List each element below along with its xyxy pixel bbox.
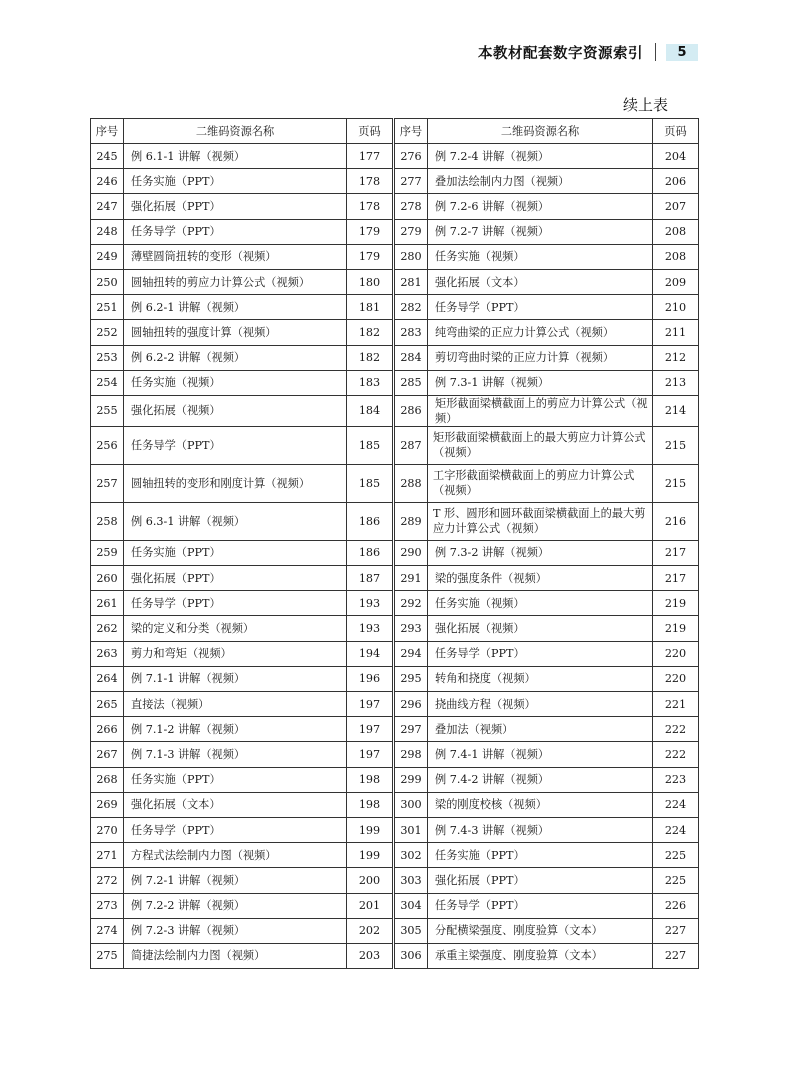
cell-resource-name-right: 纯弯曲梁的正应力计算公式（视频） bbox=[428, 320, 653, 345]
cell-number-right: 286 bbox=[394, 395, 428, 426]
cell-number-right: 304 bbox=[394, 893, 428, 918]
running-header-title: 本教材配套数字资源索引 bbox=[478, 45, 643, 62]
cell-page-left: 184 bbox=[347, 395, 394, 426]
cell-page-left: 194 bbox=[347, 641, 394, 666]
cell-page-left: 178 bbox=[347, 169, 394, 194]
cell-page-right: 223 bbox=[653, 767, 699, 792]
cell-resource-name-right: 矩形截面梁横截面上的剪应力计算公式（视频） bbox=[428, 395, 653, 426]
cell-number-right: 291 bbox=[394, 566, 428, 591]
cell-page-right: 225 bbox=[653, 868, 699, 893]
page-number: 5 bbox=[666, 44, 698, 61]
cell-resource-name-left: 例 7.2-1 讲解（视频） bbox=[124, 868, 347, 893]
cell-page-left: 179 bbox=[347, 219, 394, 244]
cell-page-right: 225 bbox=[653, 843, 699, 868]
table-row bbox=[91, 666, 699, 691]
cell-number-right: 293 bbox=[394, 616, 428, 641]
cell-number-right: 287 bbox=[394, 426, 428, 464]
table-body bbox=[91, 144, 699, 969]
cell-page-right: 220 bbox=[653, 666, 699, 691]
cell-number-left: 256 bbox=[91, 426, 124, 464]
cell-resource-name-right: 强化拓展（文本） bbox=[428, 269, 653, 294]
header-no-right: 序号 bbox=[394, 119, 428, 144]
cell-number-left: 273 bbox=[91, 893, 124, 918]
table-row bbox=[91, 692, 699, 717]
cell-resource-name-left: 任务实施（PPT） bbox=[124, 767, 347, 792]
cell-page-left: 197 bbox=[347, 692, 394, 717]
cell-page-right: 215 bbox=[653, 426, 699, 464]
cell-number-left: 245 bbox=[91, 144, 124, 169]
cell-page-right: 220 bbox=[653, 641, 699, 666]
cell-page-right: 210 bbox=[653, 295, 699, 320]
table-row bbox=[91, 943, 699, 968]
table-row bbox=[91, 868, 699, 893]
cell-number-right: 280 bbox=[394, 244, 428, 269]
cell-page-left: 186 bbox=[347, 502, 394, 540]
cell-number-right: 299 bbox=[394, 767, 428, 792]
cell-number-right: 288 bbox=[394, 464, 428, 502]
header-no-left: 序号 bbox=[91, 119, 124, 144]
table-header-row bbox=[91, 119, 699, 144]
table-row bbox=[91, 345, 699, 370]
cell-resource-name-right: 例 7.3-2 讲解（视频） bbox=[428, 540, 653, 565]
cell-number-right: 281 bbox=[394, 269, 428, 294]
cell-number-left: 248 bbox=[91, 219, 124, 244]
cell-page-right: 222 bbox=[653, 742, 699, 767]
cell-number-right: 283 bbox=[394, 320, 428, 345]
cell-resource-name-right: 剪切弯曲时梁的正应力计算（视频） bbox=[428, 345, 653, 370]
cell-resource-name-right: 任务导学（PPT） bbox=[428, 295, 653, 320]
cell-resource-name-left: 例 6.2-1 讲解（视频） bbox=[124, 295, 347, 320]
cell-page-left: 182 bbox=[347, 345, 394, 370]
cell-number-left: 268 bbox=[91, 767, 124, 792]
cell-number-left: 249 bbox=[91, 244, 124, 269]
cell-page-right: 207 bbox=[653, 194, 699, 219]
table-row bbox=[91, 893, 699, 918]
cell-page-left: 203 bbox=[347, 943, 394, 968]
cell-page-left: 199 bbox=[347, 843, 394, 868]
cell-resource-name-right: 矩形截面梁横截面上的最大剪应力计算公式（视频） bbox=[428, 426, 653, 464]
table-row bbox=[91, 395, 699, 426]
cell-number-right: 303 bbox=[394, 868, 428, 893]
cell-resource-name-left: 例 7.1-3 讲解（视频） bbox=[124, 742, 347, 767]
cell-resource-name-right: 叠加法（视频） bbox=[428, 717, 653, 742]
cell-resource-name-right: 任务导学（PPT） bbox=[428, 893, 653, 918]
cell-page-right: 226 bbox=[653, 893, 699, 918]
cell-resource-name-left: 剪力和弯矩（视频） bbox=[124, 641, 347, 666]
cell-number-left: 275 bbox=[91, 943, 124, 968]
cell-number-right: 284 bbox=[394, 345, 428, 370]
cell-resource-name-left: 任务实施（PPT） bbox=[124, 540, 347, 565]
cell-number-left: 253 bbox=[91, 345, 124, 370]
cell-number-left: 261 bbox=[91, 591, 124, 616]
cell-page-right: 208 bbox=[653, 244, 699, 269]
cell-resource-name-right: 例 7.4-2 讲解（视频） bbox=[428, 767, 653, 792]
cell-resource-name-left: 例 6.3-1 讲解（视频） bbox=[124, 502, 347, 540]
cell-resource-name-left: 任务导学（PPT） bbox=[124, 591, 347, 616]
cell-resource-name-right: 分配横梁强度、刚度验算（文本） bbox=[428, 918, 653, 943]
table-row bbox=[91, 742, 699, 767]
cell-number-left: 266 bbox=[91, 717, 124, 742]
cell-number-left: 267 bbox=[91, 742, 124, 767]
cell-page-left: 198 bbox=[347, 767, 394, 792]
table-row bbox=[91, 843, 699, 868]
cell-resource-name-right: 任务实施（视频） bbox=[428, 244, 653, 269]
cell-page-left: 197 bbox=[347, 742, 394, 767]
cell-number-left: 250 bbox=[91, 269, 124, 294]
cell-page-left: 201 bbox=[347, 893, 394, 918]
cell-page-left: 183 bbox=[347, 370, 394, 395]
cell-number-left: 271 bbox=[91, 843, 124, 868]
cell-resource-name-right: 例 7.4-3 讲解（视频） bbox=[428, 817, 653, 842]
table-row bbox=[91, 144, 699, 169]
header-name-right: 二维码资源名称 bbox=[428, 119, 653, 144]
cell-page-right: 208 bbox=[653, 219, 699, 244]
cell-resource-name-right: 转角和挠度（视频） bbox=[428, 666, 653, 691]
header-page-left: 页码 bbox=[347, 119, 394, 144]
cell-resource-name-right: 任务导学（PPT） bbox=[428, 641, 653, 666]
cell-resource-name-left: 例 7.2-3 讲解（视频） bbox=[124, 918, 347, 943]
cell-page-right: 204 bbox=[653, 144, 699, 169]
cell-resource-name-left: 任务导学（PPT） bbox=[124, 219, 347, 244]
cell-number-left: 251 bbox=[91, 295, 124, 320]
cell-page-left: 185 bbox=[347, 464, 394, 502]
cell-resource-name-left: 方程式法绘制内力图（视频） bbox=[124, 843, 347, 868]
cell-page-right: 209 bbox=[653, 269, 699, 294]
cell-number-left: 262 bbox=[91, 616, 124, 641]
cell-number-right: 277 bbox=[394, 169, 428, 194]
cell-resource-name-right: 梁的刚度校核（视频） bbox=[428, 792, 653, 817]
cell-number-right: 297 bbox=[394, 717, 428, 742]
cell-resource-name-right: 例 7.3-1 讲解（视频） bbox=[428, 370, 653, 395]
table-row bbox=[91, 540, 699, 565]
table-row bbox=[91, 370, 699, 395]
resource-index-table bbox=[90, 118, 699, 969]
cell-number-left: 255 bbox=[91, 395, 124, 426]
cell-page-right: 224 bbox=[653, 817, 699, 842]
table-row bbox=[91, 616, 699, 641]
cell-number-right: 306 bbox=[394, 943, 428, 968]
resource-index-table-wrap bbox=[90, 118, 698, 969]
cell-resource-name-right: 例 7.2-4 讲解（视频） bbox=[428, 144, 653, 169]
table-row bbox=[91, 295, 699, 320]
cell-page-left: 199 bbox=[347, 817, 394, 842]
running-header bbox=[478, 42, 698, 62]
cell-resource-name-left: 例 7.1-1 讲解（视频） bbox=[124, 666, 347, 691]
cell-resource-name-left: 任务实施（PPT） bbox=[124, 169, 347, 194]
cell-resource-name-left: 圆轴扭转的变形和刚度计算（视频） bbox=[124, 464, 347, 502]
cell-page-left: 179 bbox=[347, 244, 394, 269]
cell-resource-name-left: 任务实施（视频） bbox=[124, 370, 347, 395]
cell-number-left: 252 bbox=[91, 320, 124, 345]
cell-resource-name-left: 简捷法绘制内力图（视频） bbox=[124, 943, 347, 968]
cell-number-right: 285 bbox=[394, 370, 428, 395]
cell-resource-name-left: 强化拓展（视频） bbox=[124, 395, 347, 426]
cell-resource-name-right: T 形、圆形和圆环截面梁横截面上的最大剪应力计算公式（视频） bbox=[428, 502, 653, 540]
table-row bbox=[91, 641, 699, 666]
cell-number-left: 263 bbox=[91, 641, 124, 666]
header-page-right: 页码 bbox=[653, 119, 699, 144]
cell-number-right: 302 bbox=[394, 843, 428, 868]
cell-page-left: 193 bbox=[347, 591, 394, 616]
continued-label: 续上表 bbox=[622, 96, 668, 114]
table-row bbox=[91, 219, 699, 244]
table-row bbox=[91, 502, 699, 540]
cell-page-left: 193 bbox=[347, 616, 394, 641]
cell-page-right: 219 bbox=[653, 616, 699, 641]
cell-resource-name-left: 圆轴扭转的剪应力计算公式（视频） bbox=[124, 269, 347, 294]
cell-page-right: 224 bbox=[653, 792, 699, 817]
cell-page-left: 185 bbox=[347, 426, 394, 464]
cell-number-left: 260 bbox=[91, 566, 124, 591]
cell-resource-name-left: 薄壁圆筒扭转的变形（视频） bbox=[124, 244, 347, 269]
cell-page-right: 227 bbox=[653, 918, 699, 943]
cell-number-left: 274 bbox=[91, 918, 124, 943]
table-row bbox=[91, 169, 699, 194]
cell-resource-name-right: 承重主梁强度、刚度验算（文本） bbox=[428, 943, 653, 968]
cell-resource-name-left: 梁的定义和分类（视频） bbox=[124, 616, 347, 641]
cell-number-left: 259 bbox=[91, 540, 124, 565]
cell-page-left: 202 bbox=[347, 918, 394, 943]
table-row bbox=[91, 817, 699, 842]
cell-number-right: 296 bbox=[394, 692, 428, 717]
cell-number-right: 276 bbox=[394, 144, 428, 169]
cell-resource-name-left: 例 6.1-1 讲解（视频） bbox=[124, 144, 347, 169]
header-divider bbox=[655, 43, 656, 61]
cell-number-right: 278 bbox=[394, 194, 428, 219]
table-row bbox=[91, 717, 699, 742]
cell-number-left: 265 bbox=[91, 692, 124, 717]
table-row bbox=[91, 566, 699, 591]
cell-number-left: 258 bbox=[91, 502, 124, 540]
table-row bbox=[91, 464, 699, 502]
cell-number-right: 290 bbox=[394, 540, 428, 565]
cell-resource-name-right: 强化拓展（PPT） bbox=[428, 868, 653, 893]
table-row bbox=[91, 918, 699, 943]
cell-resource-name-left: 任务导学（PPT） bbox=[124, 426, 347, 464]
cell-page-right: 221 bbox=[653, 692, 699, 717]
cell-number-left: 269 bbox=[91, 792, 124, 817]
header-name-left: 二维码资源名称 bbox=[124, 119, 347, 144]
cell-resource-name-left: 例 6.2-2 讲解（视频） bbox=[124, 345, 347, 370]
cell-page-left: 181 bbox=[347, 295, 394, 320]
cell-number-right: 282 bbox=[394, 295, 428, 320]
cell-resource-name-left: 强化拓展（PPT） bbox=[124, 194, 347, 219]
cell-resource-name-right: 挠曲线方程（视频） bbox=[428, 692, 653, 717]
cell-page-right: 212 bbox=[653, 345, 699, 370]
cell-number-left: 272 bbox=[91, 868, 124, 893]
cell-resource-name-right: 强化拓展（视频） bbox=[428, 616, 653, 641]
cell-number-right: 295 bbox=[394, 666, 428, 691]
cell-resource-name-right: 例 7.2-7 讲解（视频） bbox=[428, 219, 653, 244]
cell-resource-name-left: 例 7.2-2 讲解（视频） bbox=[124, 893, 347, 918]
cell-resource-name-left: 直接法（视频） bbox=[124, 692, 347, 717]
cell-page-left: 177 bbox=[347, 144, 394, 169]
cell-resource-name-right: 梁的强度条件（视频） bbox=[428, 566, 653, 591]
cell-page-left: 197 bbox=[347, 717, 394, 742]
cell-resource-name-right: 例 7.2-6 讲解（视频） bbox=[428, 194, 653, 219]
cell-number-right: 300 bbox=[394, 792, 428, 817]
cell-page-right: 227 bbox=[653, 943, 699, 968]
cell-resource-name-left: 圆轴扭转的强度计算（视频） bbox=[124, 320, 347, 345]
cell-page-left: 186 bbox=[347, 540, 394, 565]
cell-resource-name-right: 工字形截面梁横截面上的剪应力计算公式（视频） bbox=[428, 464, 653, 502]
cell-page-right: 214 bbox=[653, 395, 699, 426]
cell-number-right: 292 bbox=[394, 591, 428, 616]
cell-resource-name-right: 任务实施（PPT） bbox=[428, 843, 653, 868]
cell-page-left: 198 bbox=[347, 792, 394, 817]
table-row bbox=[91, 244, 699, 269]
cell-page-left: 180 bbox=[347, 269, 394, 294]
table-row bbox=[91, 767, 699, 792]
cell-page-right: 217 bbox=[653, 566, 699, 591]
cell-page-right: 215 bbox=[653, 464, 699, 502]
cell-page-right: 211 bbox=[653, 320, 699, 345]
cell-page-left: 200 bbox=[347, 868, 394, 893]
cell-number-right: 289 bbox=[394, 502, 428, 540]
cell-page-right: 213 bbox=[653, 370, 699, 395]
table-row bbox=[91, 426, 699, 464]
cell-number-right: 279 bbox=[394, 219, 428, 244]
cell-page-left: 196 bbox=[347, 666, 394, 691]
cell-number-left: 257 bbox=[91, 464, 124, 502]
cell-number-left: 270 bbox=[91, 817, 124, 842]
cell-page-right: 219 bbox=[653, 591, 699, 616]
cell-resource-name-left: 强化拓展（PPT） bbox=[124, 566, 347, 591]
cell-page-right: 222 bbox=[653, 717, 699, 742]
cell-page-right: 216 bbox=[653, 502, 699, 540]
cell-number-right: 305 bbox=[394, 918, 428, 943]
table-row bbox=[91, 792, 699, 817]
cell-number-right: 301 bbox=[394, 817, 428, 842]
cell-page-left: 187 bbox=[347, 566, 394, 591]
cell-resource-name-left: 例 7.1-2 讲解（视频） bbox=[124, 717, 347, 742]
cell-resource-name-right: 任务实施（视频） bbox=[428, 591, 653, 616]
cell-number-left: 246 bbox=[91, 169, 124, 194]
cell-page-left: 182 bbox=[347, 320, 394, 345]
table-row bbox=[91, 320, 699, 345]
cell-number-right: 294 bbox=[394, 641, 428, 666]
cell-number-right: 298 bbox=[394, 742, 428, 767]
table-row bbox=[91, 269, 699, 294]
table-row bbox=[91, 194, 699, 219]
cell-resource-name-right: 例 7.4-1 讲解（视频） bbox=[428, 742, 653, 767]
cell-number-left: 264 bbox=[91, 666, 124, 691]
cell-number-left: 247 bbox=[91, 194, 124, 219]
cell-number-left: 254 bbox=[91, 370, 124, 395]
cell-page-right: 217 bbox=[653, 540, 699, 565]
cell-resource-name-right: 叠加法绘制内力图（视频） bbox=[428, 169, 653, 194]
table-row bbox=[91, 591, 699, 616]
cell-resource-name-left: 任务导学（PPT） bbox=[124, 817, 347, 842]
cell-resource-name-left: 强化拓展（文本） bbox=[124, 792, 347, 817]
cell-page-right: 206 bbox=[653, 169, 699, 194]
cell-page-left: 178 bbox=[347, 194, 394, 219]
